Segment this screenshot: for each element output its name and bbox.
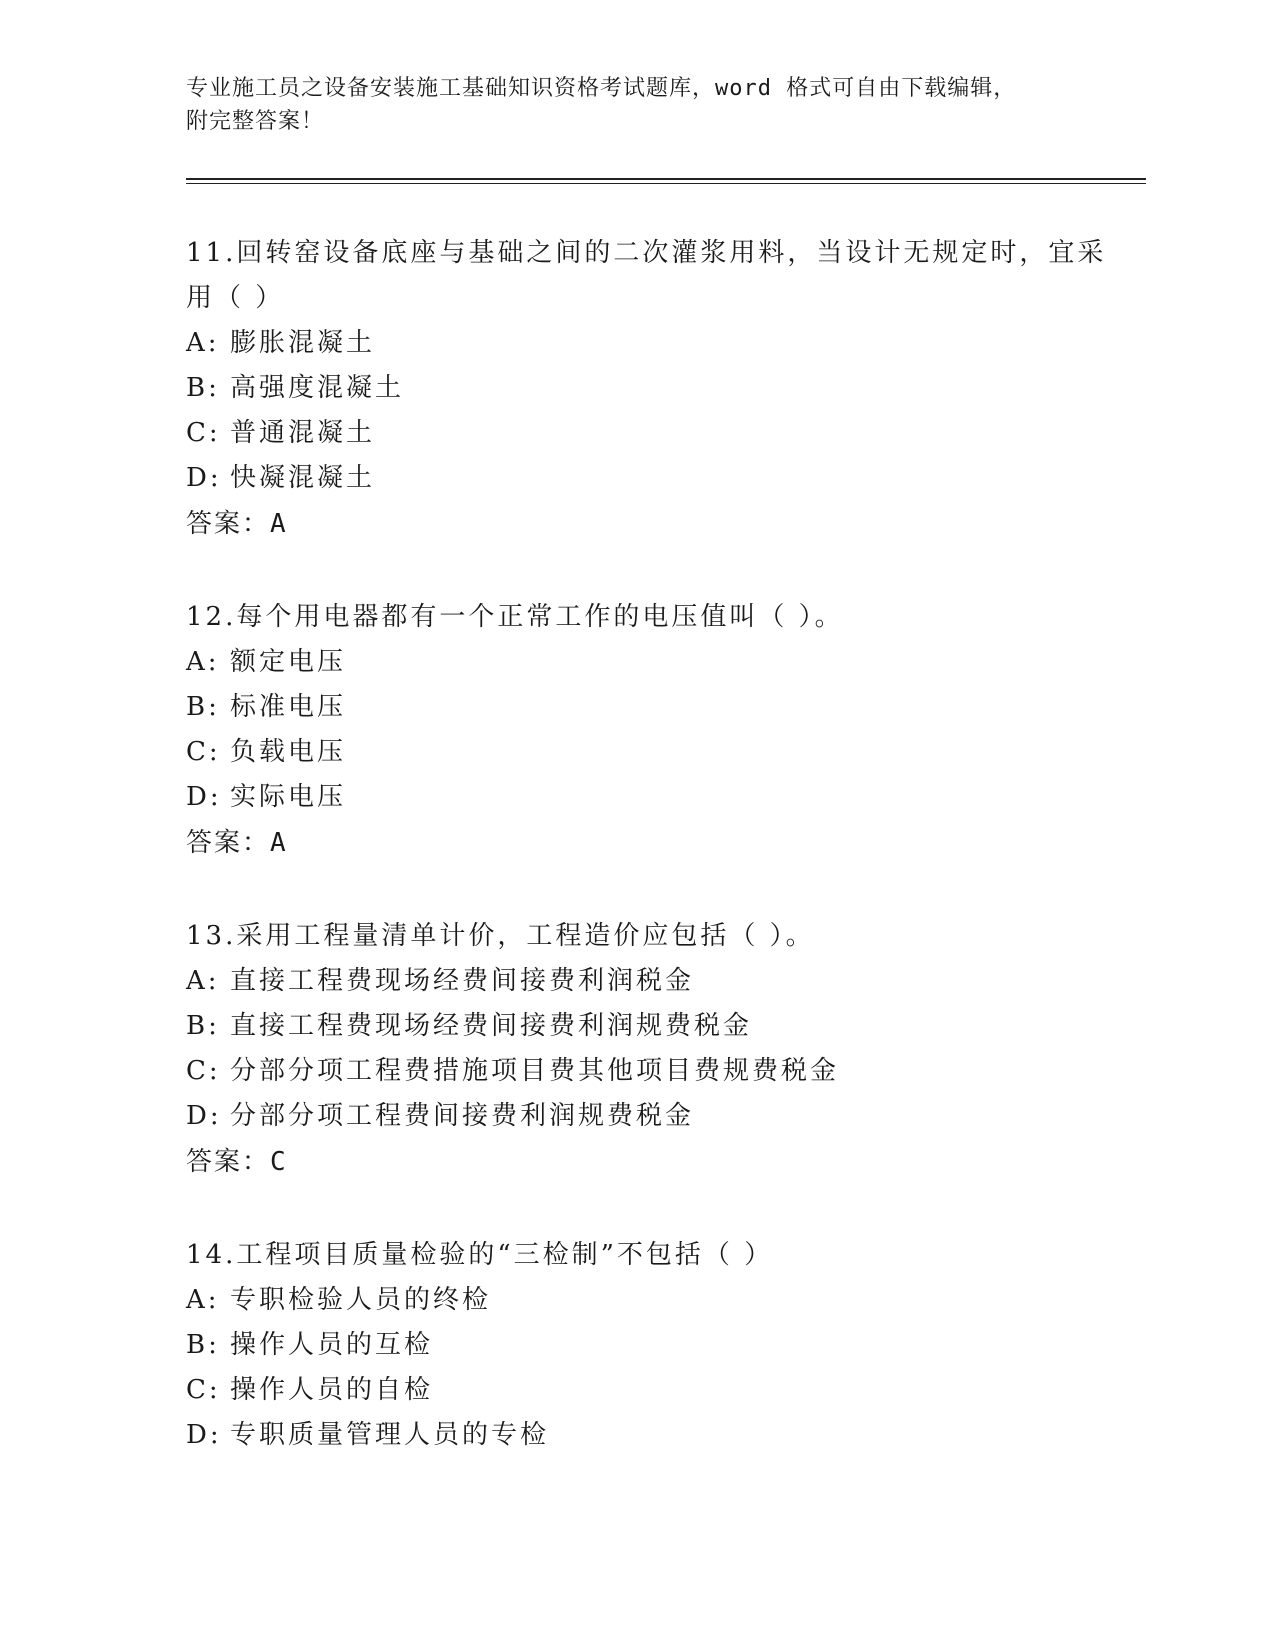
option-text: 直接工程费现场经费间接费利润规费税金 xyxy=(230,1011,753,1041)
question-11 xyxy=(186,231,1126,548)
option-key: D: xyxy=(186,782,222,812)
option-d xyxy=(186,1094,1126,1139)
option-text: 膨胀混凝土 xyxy=(230,328,376,358)
option-key: D: xyxy=(186,463,222,493)
option-key: C: xyxy=(186,1056,221,1086)
option-text: 直接工程费现场经费间接费利润税金 xyxy=(230,966,695,996)
question-stem: 14.工程项目质量检验的“三检制”不包括（ ） xyxy=(186,1240,774,1270)
option-b xyxy=(186,366,1126,411)
option-text: 操作人员的自检 xyxy=(230,1375,434,1405)
question-13 xyxy=(186,914,1126,1186)
question-stem: 13.采用工程量清单计价，工程造价应包括（ ）。 xyxy=(186,921,815,951)
option-key: A: xyxy=(186,966,220,996)
header-line-2: 附完整答案！ xyxy=(186,109,325,134)
option-text: 普通混凝土 xyxy=(230,418,376,448)
option-text: 负载电压 xyxy=(230,737,347,767)
option-key: D: xyxy=(186,1420,222,1450)
option-d xyxy=(186,456,1126,501)
option-c xyxy=(186,411,1126,456)
question-list xyxy=(186,231,1126,1505)
option-c xyxy=(186,1368,1126,1413)
option-text: 专职检验人员的终检 xyxy=(230,1285,492,1315)
document-header xyxy=(186,72,1086,138)
option-key: C: xyxy=(186,418,221,448)
option-text: 标准电压 xyxy=(230,692,347,722)
option-key: A: xyxy=(186,1285,220,1315)
option-key: A: xyxy=(186,647,220,677)
answer-line: 答案：A xyxy=(186,828,288,858)
option-key: B: xyxy=(186,1330,220,1360)
question-14 xyxy=(186,1233,1126,1458)
option-a xyxy=(186,1278,1126,1323)
header-divider-thick xyxy=(186,178,1146,180)
option-text: 分部分项工程费措施项目费其他项目费规费税金 xyxy=(230,1056,840,1086)
option-b xyxy=(186,1323,1126,1368)
option-key: C: xyxy=(186,737,221,767)
option-b xyxy=(186,685,1126,730)
option-text: 实际电压 xyxy=(230,782,347,812)
option-key: B: xyxy=(186,692,220,722)
answer-line: 答案：C xyxy=(186,1147,288,1177)
option-key: A: xyxy=(186,328,220,358)
answer-line: 答案：A xyxy=(186,509,288,539)
header-divider-thin xyxy=(186,183,1146,184)
question-stem: 12.每个用电器都有一个正常工作的电压值叫（ ）。 xyxy=(186,602,844,632)
option-d xyxy=(186,775,1126,820)
option-text: 专职质量管理人员的专检 xyxy=(230,1420,550,1450)
question-12 xyxy=(186,595,1126,867)
option-c xyxy=(186,730,1126,775)
header-line-1: 专业施工员之设备安装施工基础知识资格考试题库，word 格式可自由下载编辑， xyxy=(186,76,1017,101)
option-text: 分部分项工程费间接费利润规费税金 xyxy=(230,1101,695,1131)
option-c xyxy=(186,1049,1126,1094)
option-text: 操作人员的互检 xyxy=(230,1330,434,1360)
option-a xyxy=(186,321,1126,366)
option-key: B: xyxy=(186,373,220,403)
option-key: B: xyxy=(186,1011,220,1041)
question-stem: 11.回转窑设备底座与基础之间的二次灌浆用料，当设计无规定时，宜采用（ ） xyxy=(186,238,1107,313)
option-d xyxy=(186,1413,1126,1458)
option-b xyxy=(186,1004,1126,1049)
option-key: C: xyxy=(186,1375,221,1405)
option-a xyxy=(186,640,1126,685)
option-text: 高强度混凝土 xyxy=(230,373,405,403)
option-key: D: xyxy=(186,1101,222,1131)
option-text: 快凝混凝土 xyxy=(230,463,376,493)
option-text: 额定电压 xyxy=(230,647,347,677)
option-a xyxy=(186,959,1126,1004)
